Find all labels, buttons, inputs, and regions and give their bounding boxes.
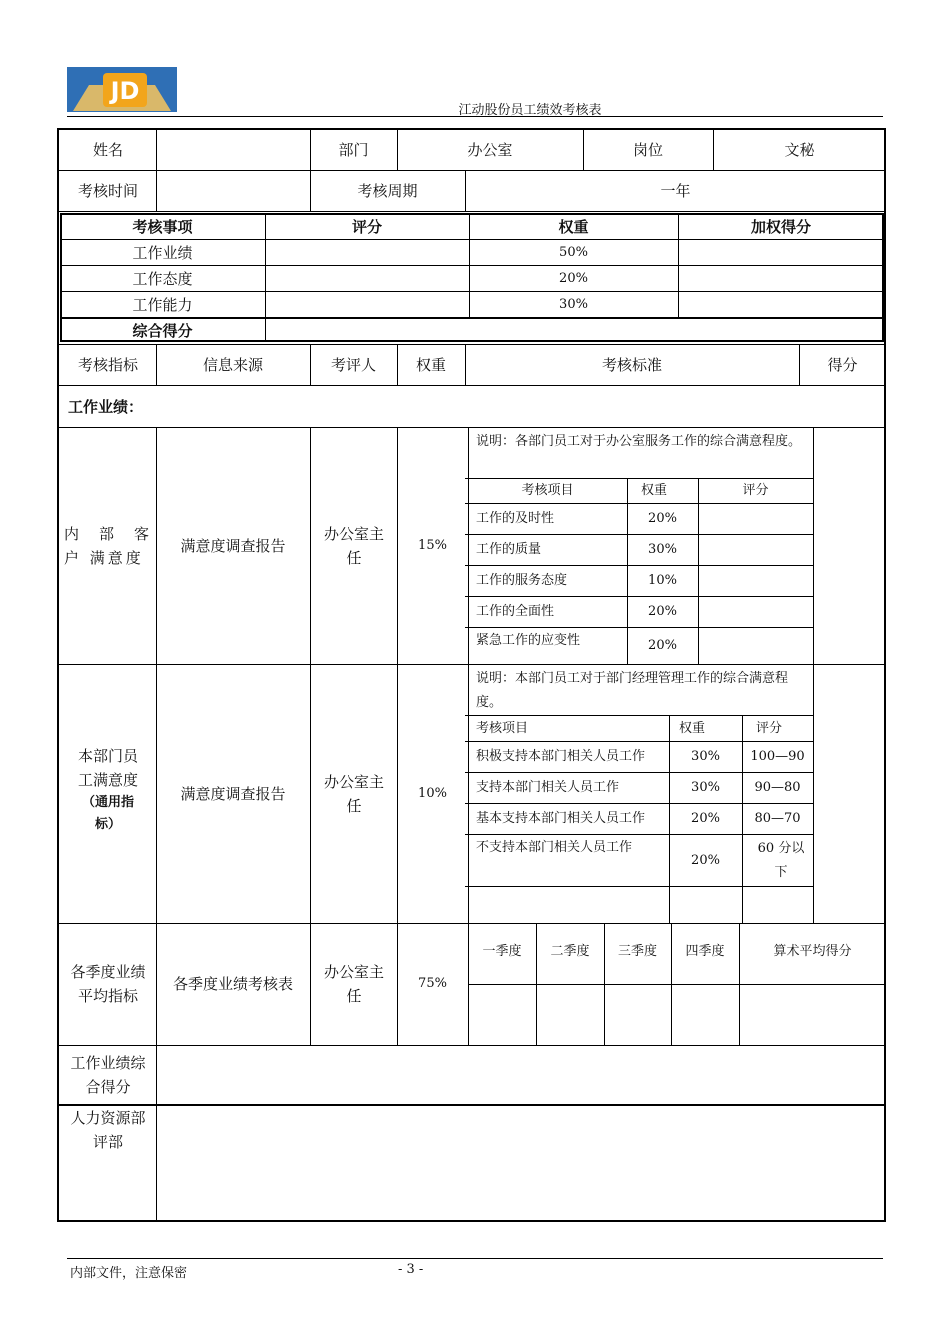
internal-item-weight: 20% (648, 638, 677, 653)
quarterly-rater: 办公室主任 (323, 963, 384, 1005)
time-field[interactable] (156, 171, 310, 211)
internal-item-weight: 10% (648, 573, 677, 588)
name-field[interactable] (156, 130, 310, 170)
dept-label: 部门 (338, 141, 369, 159)
dept-item-score: 100—90 (750, 749, 805, 764)
col-indicator: 考核指标 (77, 356, 138, 374)
dept-sub-header-item: 考核项目 (476, 720, 529, 736)
quarter-average: 算术平均得分 (773, 944, 852, 959)
summary-header-item: 考核事项 (132, 217, 193, 236)
section-title: 工作业绩： (68, 397, 144, 416)
internal-source: 满意度调查报告 (180, 536, 286, 555)
dept-item-weight: 20% (691, 811, 720, 826)
summary-row-weighted[interactable] (678, 240, 884, 265)
dept-weight: 10% (418, 785, 447, 801)
dept-item: 不支持本部门相关人员工作 (476, 840, 633, 855)
divider (698, 478, 699, 664)
col-rater: 考评人 (330, 356, 376, 374)
internal-item-weight: 20% (648, 604, 677, 619)
dept-value: 办公室 (467, 141, 513, 159)
dept-item-score: 90—80 (754, 780, 801, 795)
dept-item-weight: 30% (691, 780, 720, 795)
internal-sub-header-weight: 权重 (641, 483, 668, 498)
internal-item: 工作的质量 (476, 542, 542, 557)
dept-sub-header-score: 评分 (756, 720, 783, 736)
col-score: 得分 (827, 356, 858, 374)
summary-header-score: 评分 (351, 217, 382, 236)
col-source: 信息来源 (202, 356, 263, 374)
dept-item: 基本支持本部门相关人员工作 (476, 811, 646, 826)
logo-graphic (67, 67, 177, 112)
document-title: 江动股份员工绩效考核表 (458, 103, 602, 118)
quarterly-source: 各季度业绩考核表 (172, 975, 293, 993)
divider (57, 211, 886, 212)
period-value: 一年 (660, 182, 691, 200)
dept-indicator-line1: 本部门员 (77, 747, 138, 765)
divider (465, 886, 814, 887)
footer-confidential: 内部文件，注意保密 (70, 1266, 188, 1281)
internal-item-weight: 30% (648, 542, 677, 557)
summary-row-weight: 20% (559, 270, 588, 286)
internal-sub-header-score: 评分 (742, 483, 769, 498)
internal-indicator: 内 部 客 户 满意度 (64, 524, 152, 567)
dept-item-score: 60 分以下 (757, 840, 805, 880)
dept-note: 说明：本部门员工对于部门经理管理工作的综合满意程度。 (476, 671, 789, 710)
summary-row-item: 工作能力 (132, 295, 193, 314)
header-rule (67, 116, 883, 117)
internal-item-weight: 20% (648, 511, 677, 526)
internal-note: 说明：各部门员工对于办公室服务工作的综合满意程度。 (476, 434, 802, 449)
dept-rater: 办公室主任 (323, 772, 384, 815)
dept-source: 满意度调查报告 (180, 784, 286, 803)
company-logo (67, 67, 177, 112)
summary-row-score[interactable] (265, 292, 469, 317)
post-label: 岗位 (632, 141, 663, 159)
divider (57, 1045, 886, 1046)
divider (813, 427, 814, 923)
col-standard: 考核标准 (601, 356, 662, 374)
dept-item: 支持本部门相关人员工作 (476, 780, 620, 795)
quarter-q1: 一季度 (482, 944, 522, 959)
divider (310, 427, 311, 1045)
summary-row-weighted[interactable] (678, 292, 884, 317)
divider (468, 984, 886, 985)
quarter-q4: 四季度 (685, 944, 725, 959)
quarterly-indicator: 各季度业绩平均指标 (70, 963, 146, 1005)
dept-indicator-note: （通用指标） (81, 795, 134, 832)
dept-item-score: 80—70 (754, 811, 801, 826)
quarter-q2: 二季度 (550, 944, 590, 959)
name-label: 姓名 (92, 141, 123, 159)
summary-row-item: 工作态度 (132, 269, 193, 288)
summary-header-weighted: 加权得分 (750, 217, 811, 236)
dept-indicator-line2: 工满意度 (77, 771, 138, 789)
summary-row-item: 工作业绩 (132, 243, 193, 262)
summary-row-weight: 30% (559, 296, 588, 312)
perf-total-label: 工作业绩综合得分 (70, 1054, 146, 1096)
internal-weight: 15% (418, 537, 447, 553)
summary-header-weight: 权重 (558, 217, 589, 236)
internal-item: 紧急工作的应变性 (476, 633, 581, 648)
dept-sub-header-weight: 权重 (679, 720, 706, 736)
summary-row-weighted[interactable] (678, 266, 884, 291)
dept-indicator (62, 744, 154, 836)
summary-row-score[interactable] (265, 240, 469, 265)
col-weight: 权重 (415, 356, 446, 374)
svg-text:JD: JD (110, 77, 140, 105)
divider (57, 1104, 886, 1106)
hr-comment-label: 人力资源部评部 (70, 1109, 146, 1151)
internal-rater: 办公室主任 (323, 524, 384, 567)
time-label: 考核时间 (77, 182, 138, 200)
dept-item-weight: 20% (691, 852, 720, 868)
internal-item: 工作的服务态度 (476, 573, 568, 588)
footer-rule (67, 1258, 883, 1259)
summary-row-weight: 50% (559, 244, 588, 260)
period-label: 考核周期 (357, 182, 418, 200)
dept-item-weight: 30% (691, 749, 720, 764)
summary-row-score[interactable] (265, 266, 469, 291)
post-value: 文秘 (784, 141, 815, 159)
quarterly-weight: 75% (418, 976, 447, 991)
dept-item: 积极支持本部门相关人员工作 (476, 749, 646, 764)
internal-sub-header-item: 考核项目 (521, 483, 574, 498)
page-number: - 3 - (398, 1262, 424, 1277)
internal-item: 工作的及时性 (476, 511, 555, 526)
summary-total-label: 综合得分 (132, 321, 193, 340)
quarter-q3: 三季度 (617, 944, 657, 959)
internal-item: 工作的全面性 (476, 604, 555, 619)
